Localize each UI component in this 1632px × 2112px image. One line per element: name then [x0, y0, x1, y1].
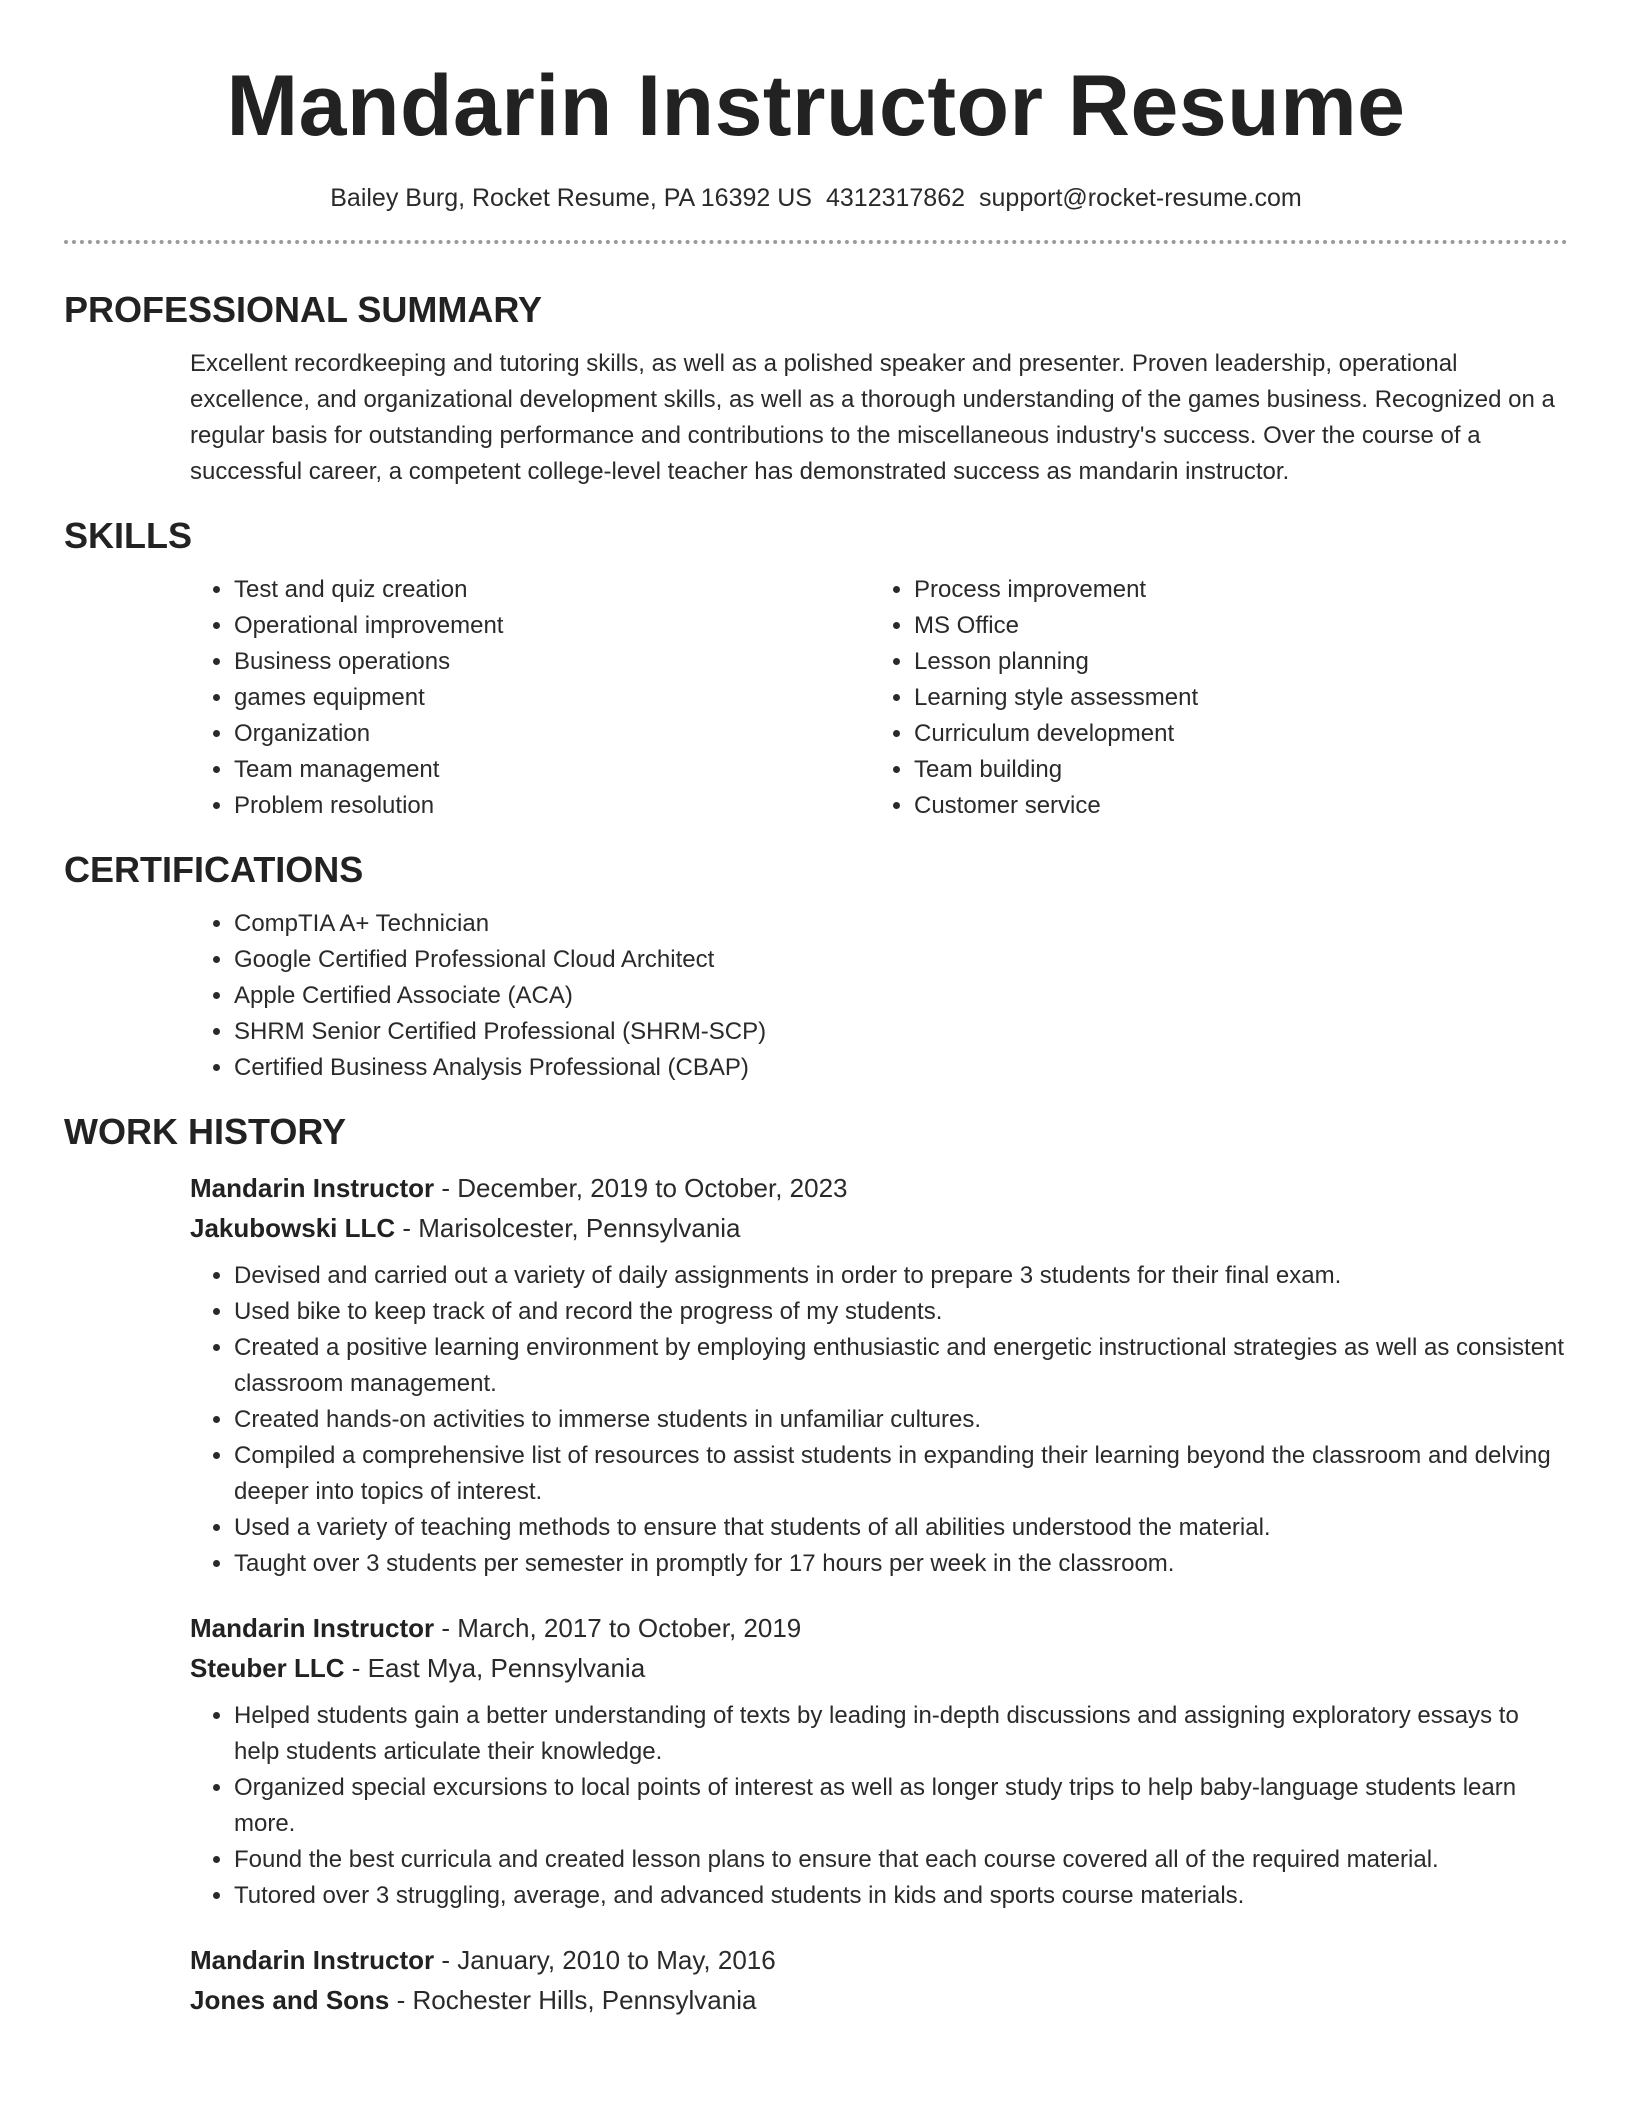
- skills-grid: [64, 572, 1568, 824]
- skill-item: • Learning style assessment: [914, 680, 1550, 716]
- job-company-line: [190, 1648, 1568, 1688]
- job-location: - Rochester Hills, Pennsylvania: [389, 1985, 757, 2015]
- job-title: Mandarin Instructor: [190, 1613, 435, 1643]
- skill-item: • Operational improvement: [234, 608, 870, 644]
- job-bullet: • Used bike to keep track of and record the progress of my students.: [234, 1294, 1568, 1330]
- job-location: - East Mya, Pennsylvania: [344, 1653, 646, 1683]
- job-dates: - December, 2019 to October, 2023: [434, 1173, 848, 1203]
- skill-item: • Business operations: [234, 644, 870, 680]
- job-dates: - March, 2017 to October, 2019: [434, 1613, 802, 1643]
- job-entry: [190, 1940, 1568, 2020]
- job-bullet: • Devised and carried out a variety of daily assignments in order to prepare 3 students for their final exam.: [234, 1258, 1568, 1294]
- certifications-body: [64, 906, 1568, 1086]
- skill-item: • Team management: [234, 752, 870, 788]
- skill-item: • Curriculum development: [914, 716, 1550, 752]
- job-bullet: • Found the best curricula and created lesson plans to ensure that each course covered all of the required material.: [234, 1842, 1568, 1878]
- certifications-list: [190, 906, 1568, 1086]
- job-bullet: • Taught over 3 students per semester in promptly for 17 hours per week in the classroom.: [234, 1546, 1568, 1582]
- job-location: - Marisolcester, Pennsylvania: [395, 1213, 741, 1243]
- skill-item: • Problem resolution: [234, 788, 870, 824]
- job-bullet: • Used a variety of teaching methods to ensure that students of all abilities understood the material.: [234, 1510, 1568, 1546]
- skill-item: • games equipment: [234, 680, 870, 716]
- job-bullets: [190, 1258, 1568, 1582]
- job-bullet: • Helped students gain a better understanding of texts by leading in-depth discussions and assigning exploratory essays to help students articulate their knowledge.: [234, 1698, 1568, 1770]
- skills-column-left: [190, 572, 870, 824]
- skills-heading: SKILLS: [64, 515, 193, 556]
- job-bullet: • Tutored over 3 struggling, average, and advanced students in kids and sports course materials.: [234, 1878, 1568, 1914]
- contact-address: Bailey Burg, Rocket Resume, PA 16392 US: [330, 184, 812, 212]
- job-title: Mandarin Instructor: [190, 1173, 435, 1203]
- job-title-line: [190, 1608, 1568, 1648]
- skill-item: • Lesson planning: [914, 644, 1550, 680]
- skill-item: • MS Office: [914, 608, 1550, 644]
- job-company: Jones and Sons: [190, 1985, 390, 2015]
- job-entry: [190, 1168, 1568, 1582]
- certifications-section: [64, 848, 1568, 1086]
- certification-item: • SHRM Senior Certified Professional (SHRM-SCP): [234, 1014, 1568, 1050]
- work-heading: WORK HISTORY: [64, 1111, 347, 1152]
- skill-item: • Customer service: [914, 788, 1550, 824]
- job-title-line: [190, 1168, 1568, 1208]
- work-jobs: [64, 1168, 1568, 2020]
- job-company: Steuber LLC: [190, 1653, 345, 1683]
- certification-item: • CompTIA A+ Technician: [234, 906, 1568, 942]
- skill-item: • Process improvement: [914, 572, 1550, 608]
- certification-item: • Google Certified Professional Cloud Architect: [234, 942, 1568, 978]
- skill-item: • Team building: [914, 752, 1550, 788]
- skill-item: • Organization: [234, 716, 870, 752]
- skills-section: [64, 514, 1568, 824]
- certification-item: • Certified Business Analysis Professional (CBAP): [234, 1050, 1568, 1086]
- job-dates: - January, 2010 to May, 2016: [434, 1945, 776, 1975]
- job-bullet: • Organized special excursions to local points of interest as well as longer study trips to help baby-language students learn more.: [234, 1770, 1568, 1842]
- job-bullets: [190, 1698, 1568, 1914]
- skills-column-right: [870, 572, 1550, 824]
- job-title-line: [190, 1940, 1568, 1980]
- skill-item: • Test and quiz creation: [234, 572, 870, 608]
- job-company: Jakubowski LLC: [190, 1213, 396, 1243]
- summary-text: Excellent recordkeeping and tutoring skills, as well as a polished speaker and presenter. Proven leadership, operational excellence, and organizational development skills, as well as a thorough understanding of the games business. Recognized on a regular basis for outstanding performance and contributions to the miscellaneous industry's success. Over the course of a successful career, a competent college-level teacher has demonstrated success as mandarin instructor.: [190, 350, 1555, 485]
- job-company-line: [190, 1208, 1568, 1248]
- certifications-heading: CERTIFICATIONS: [64, 849, 364, 890]
- certification-item: • Apple Certified Associate (ACA): [234, 978, 1568, 1014]
- summary-heading: PROFESSIONAL SUMMARY: [64, 289, 543, 330]
- header-divider: [64, 240, 1568, 244]
- resume-title: Mandarin Instructor Resume: [226, 58, 1406, 154]
- skills-list-left: [190, 572, 870, 824]
- contact-line: [64, 182, 1568, 214]
- job-entry: [190, 1608, 1568, 1914]
- summary-section: [64, 288, 1568, 490]
- job-bullet: • Compiled a comprehensive list of resources to assist students in expanding their learning beyond the classroom and delving deeper into topics of interest.: [234, 1438, 1568, 1510]
- skills-list-right: [870, 572, 1550, 824]
- job-bullet: • Created a positive learning environment by employing enthusiastic and energetic instructional strategies as well as consistent classroom management.: [234, 1330, 1568, 1402]
- work-section: [64, 1110, 1568, 2020]
- job-bullet: • Created hands-on activities to immerse students in unfamiliar cultures.: [234, 1402, 1568, 1438]
- contact-phone: 4312317862: [825, 184, 966, 212]
- contact-email: support@rocket-resume.com: [979, 184, 1302, 212]
- job-company-line: [190, 1980, 1568, 2020]
- job-title: Mandarin Instructor: [190, 1945, 435, 1975]
